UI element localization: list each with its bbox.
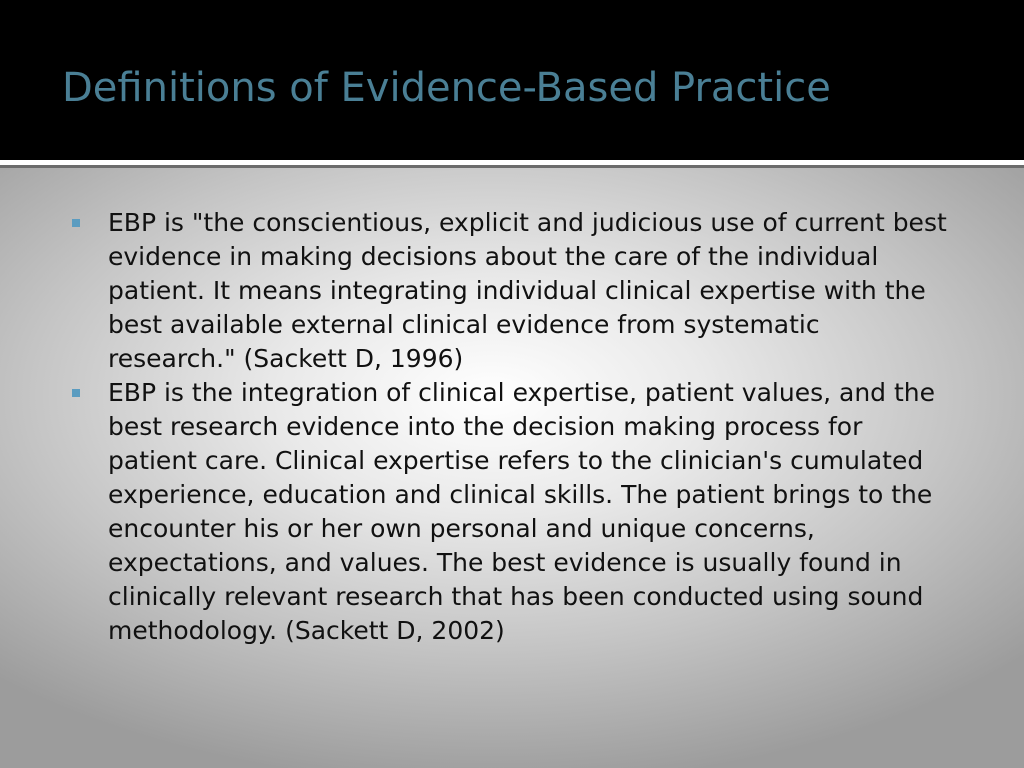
bullet-list bbox=[72, 206, 952, 648]
bullet-text: EBP is the integration of clinical expertise, patient values, and the best research evidence into the decision making process for patient care. Clinical expertise refers to the clinician's cumulated experience, education and clinical skills. The patient brings to the encounter his or her own personal and unique concerns, expectations, and values. The best evidence is usually found in clinically relevant research that has been conducted using sound methodology. (Sackett D, 2002) bbox=[108, 378, 936, 645]
title-bar bbox=[0, 0, 1024, 160]
slide-title: Definitions of Evidence-Based Practice bbox=[62, 65, 831, 111]
bullet-text: EBP is "the conscientious, explicit and judicious use of current best evidence in making decisions about the care of the individual patient. It means integrating individual clinical expertise with the best available external clinical evidence from systematic research." (Sackett D, 1996) bbox=[108, 208, 947, 373]
bullet-item bbox=[72, 206, 952, 376]
bullet-item bbox=[72, 376, 952, 648]
square-bullet-icon bbox=[72, 389, 80, 397]
square-bullet-icon bbox=[72, 219, 80, 227]
